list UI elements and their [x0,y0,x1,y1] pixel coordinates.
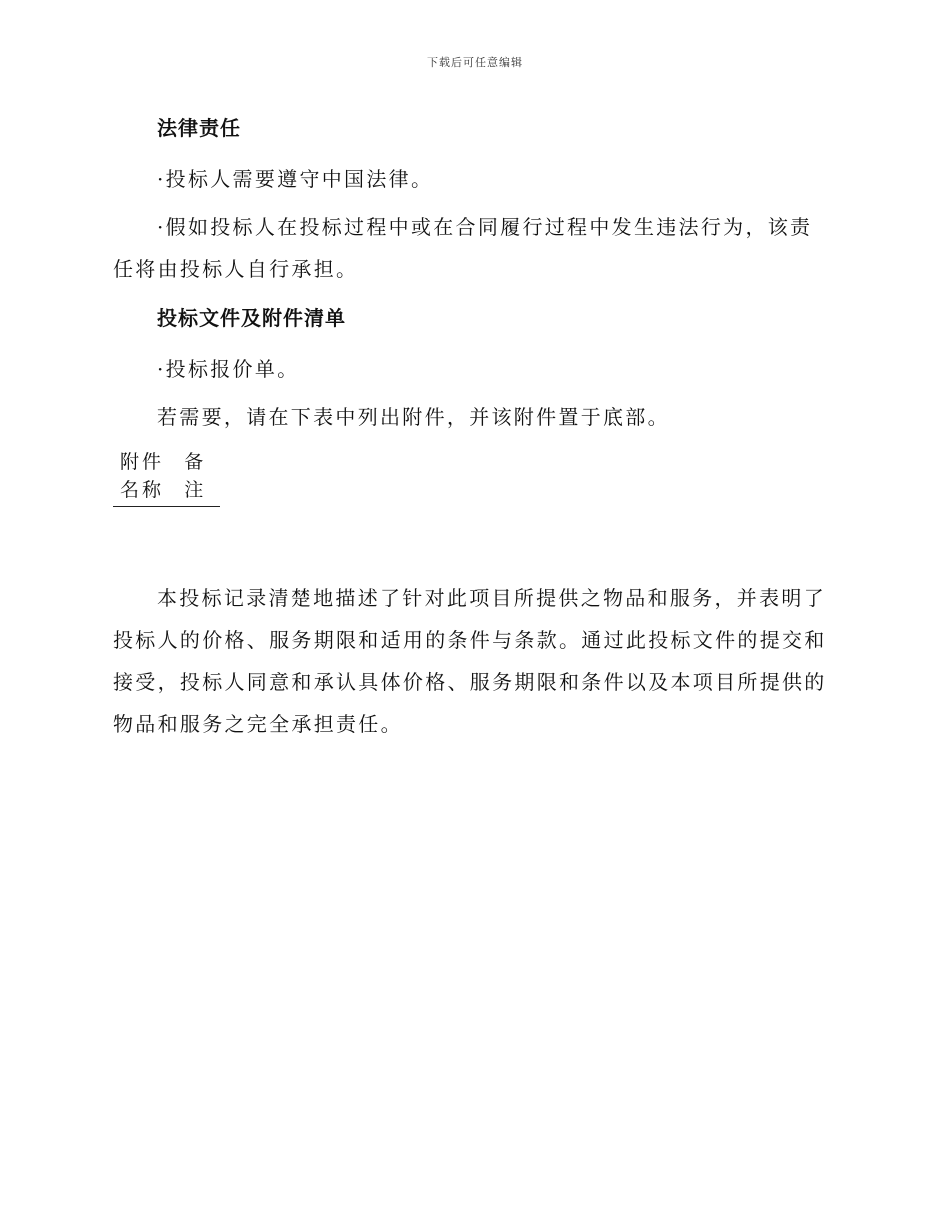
page-header: 下载后可任意编辑 [427,56,523,69]
table-header-remarks: 备注 [184,451,207,501]
attachments-table [113,446,220,507]
attachments-instruction: 若需要，请在下表中列出附件，并该附件置于底部。 [157,405,670,429]
document-body [113,110,833,765]
attachments-item-1: ·投标报价单。 [157,357,300,381]
section-title-legal: 法律责任 [157,116,241,140]
legal-item-2: ·假如投标人在投标过程中或在合同履行过程中发生违法行为，该责任将由投标人自行承担。 [113,215,813,281]
closing-paragraph: 本投标记录清楚地描述了针对此项目所提供之物品和服务，并表明了投标人的价格、服务期限和适用的条件与条款。通过此投标文件的提交和接受，投标人同意和承认具体价格、服务期限和条件以及本项目所提供的物品和服务之完全承担责任。 [113,586,827,736]
section-title-attachments: 投标文件及附件清单 [157,306,346,330]
legal-item-1: ·投标人需要遵守中国法律。 [157,167,434,191]
table-header-attachment-name: 附件名称 [120,451,165,501]
attachments-table-header-row [113,446,220,507]
